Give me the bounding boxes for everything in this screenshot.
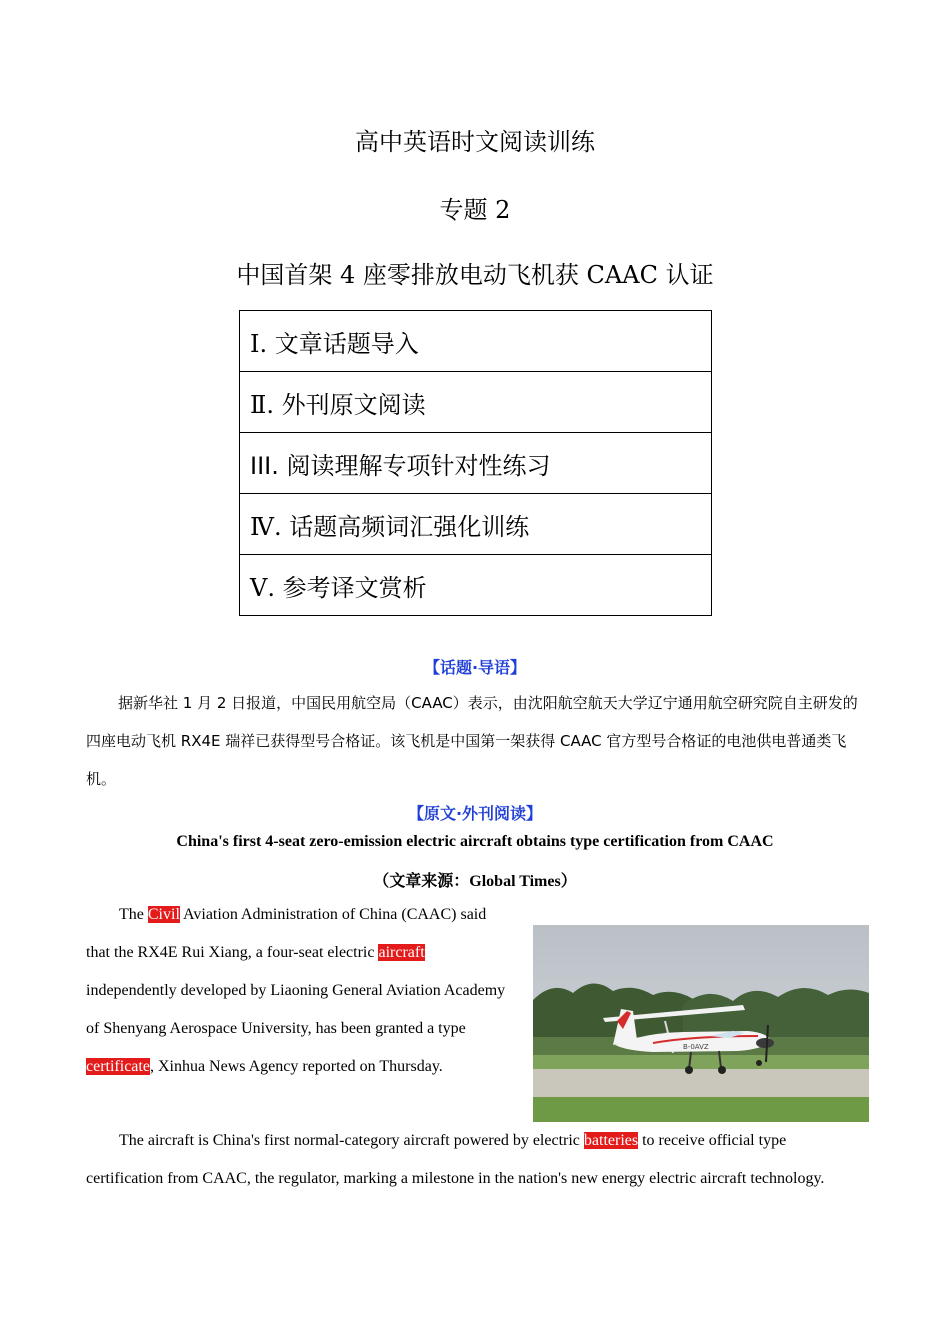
- main-title: 高中英语时文阅读训练: [355, 128, 595, 156]
- highlighted-word: batteries: [583, 1132, 639, 1149]
- topic-number: 专题 2: [439, 196, 511, 224]
- toc-item: Ⅴ. 参考译文赏析: [240, 555, 712, 616]
- article-source: （文章来源：Global Times）: [373, 873, 577, 890]
- toc-item: Ⅱ. 外刊原文阅读: [240, 372, 712, 433]
- intro-heading: 【话题·导语】: [423, 658, 527, 677]
- toc-item: III. 阅读理解专项针对性练习: [240, 433, 712, 494]
- aircraft-registration: B-0AVZ: [683, 1043, 709, 1051]
- article-heading: 【原文·外刊阅读】: [407, 804, 543, 823]
- article-title: China's first 4-seat zero-emission electric aircraft obtains type certification from CAAC: [176, 833, 774, 850]
- article-paragraph-2: The aircraft is China's first normal-category aircraft powered by electric batteries to receive official type certification from CAAC, the regulator, marking a milestone in the nation's new energy electric aircraft technology.: [86, 1132, 825, 1187]
- toc-item: Ⅳ. 话题高频词汇强化训练: [240, 494, 712, 555]
- table-of-contents: [239, 310, 712, 616]
- intro-paragraph: 据新华社 1 月 2 日报道，中国民用航空局（CAAC）表示，由沈阳航空航天大学辽宁通用航空研究院自主研发的四座电动飞机 RX4E 瑞祥已获得型号合格证。该飞机是中国第一架获得 CAAC 官方型号合格证的电池供电普通类飞机。: [86, 694, 858, 788]
- aircraft-photo: [533, 925, 869, 1122]
- toc-item: Ⅰ. 文章话题导入: [240, 311, 712, 372]
- highlighted-word: certificate: [86, 1058, 150, 1075]
- highlighted-word: Civil: [147, 906, 180, 923]
- article-paragraph-1: The Civil Aviation Administration of China (CAAC) said that the RX4E Rui Xiang, a four-seat electric aircraft independently developed by Liaoning General Aviation Academy of Shenyang Aerospace University, has been granted a type certificate, Xinhua News Agency reported on Thursday.: [86, 906, 506, 1075]
- highlighted-word: aircraft: [378, 944, 425, 961]
- article-cn-title: 中国首架 4 座零排放电动飞机获 CAAC 认证: [236, 261, 714, 289]
